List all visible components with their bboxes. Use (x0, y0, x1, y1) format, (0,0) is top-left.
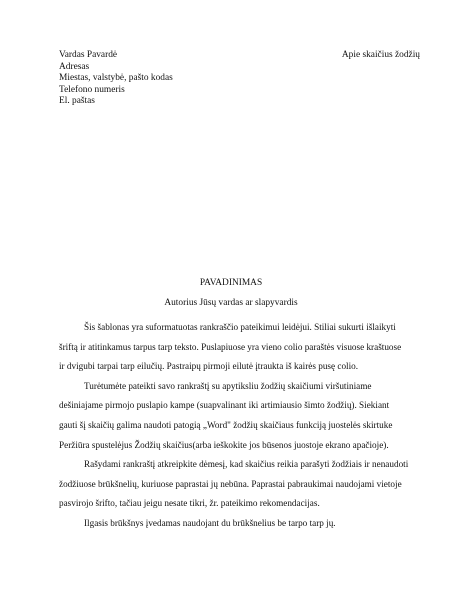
paragraph: Rašydami rankraštį atkreipkite dėmesį, kad skaičius reikia parašyti žodžiais ir nenaudoti žodžiuose brūkšnelių, kuriuose paprastai jų nebūna. Paprastai pabraukimai naudojami vietoje pasvirojo šrifto, tačiau jeigu nesate tikri, žr. pateikimo rekomendacijas. (59, 459, 409, 509)
author-address: Adresas (59, 61, 90, 72)
manuscript-title: PAVADINIMAS (199, 278, 263, 288)
body-text (59, 318, 409, 534)
word-count-label: Apie skaičius žodžių (341, 50, 420, 60)
byline: Autorius Jūsų vardas ar slapyvardis (164, 298, 298, 308)
author-email: El. paštas (59, 96, 95, 106)
paragraph: Šis šablonas yra suformatuotas rankraščio pateikimui leidėjui. Stiliai sukurti išlaikyti šriftą ir atitinkamus tarpus tarp teksto. Puslapiuose yra vieno colio paraštės visuose kraštuose ir dvigubi tarpai tarp eilučių. Pastraipų pirmoji eilutė įtraukta iš kairės pusę colio. (59, 322, 402, 372)
contact-block (59, 50, 173, 108)
author-phone: Telefono numeris (59, 84, 125, 95)
author-name: Vardas Pavardė (59, 50, 118, 60)
author-city: Miestas, valstybė, pašto kodas (59, 73, 173, 83)
paragraph: Turėtumėte pateikti savo rankraštį su apytiksliu žodžių skaičiumi viršutiniame dešiniajame pirmojo puslapio kampe (suapvalinant iki artimiausio šimto žodžių). Siekiant gauti šį skaičių galima naudoti patogią „Word" žodžių skaičiaus funkciją juostelės skirtuke Peržiūra spustelėjus Žodžių skaičius(arba ieškokite jos būsenos juostoje ekrano apačioje). (59, 380, 393, 450)
paragraph: Ilgasis brūkšnys įvedamas naudojant du brūkšnelius be tarpo tarp jų. (84, 517, 336, 528)
